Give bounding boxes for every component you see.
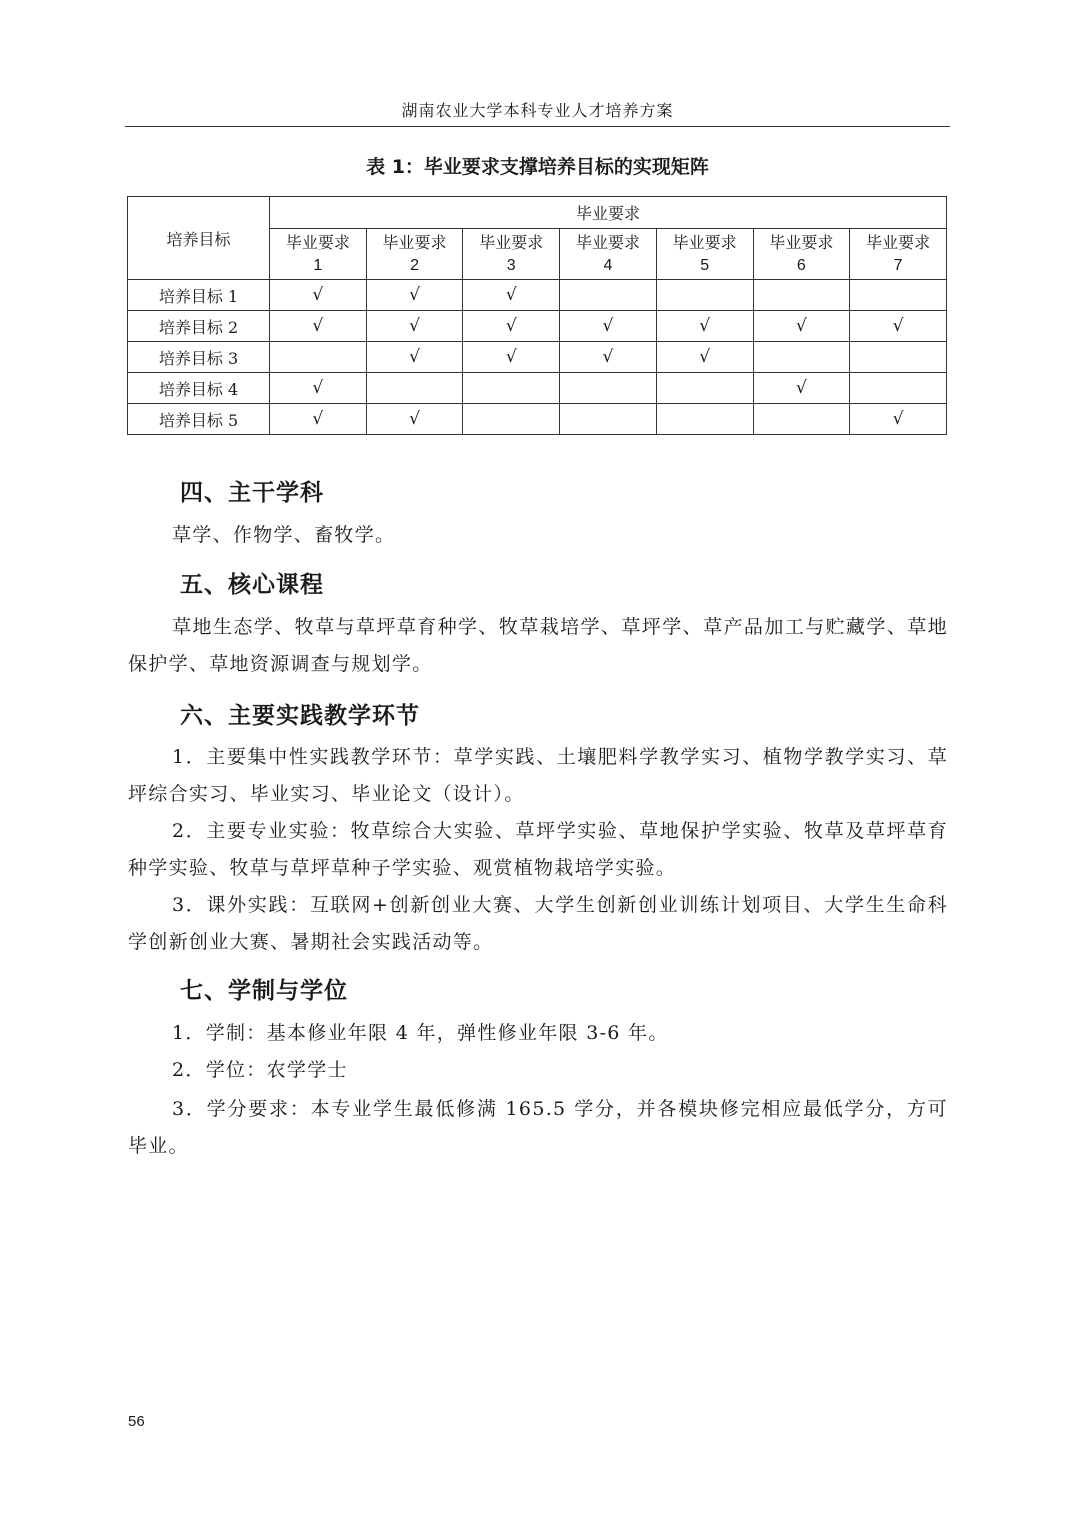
section-5-heading: 五、核心课程 (180, 572, 324, 598)
column-header-number: 1 (313, 257, 323, 274)
table-cell (560, 404, 657, 435)
row-label-cell: 培养目标 1 (128, 280, 270, 311)
table-cell: √ (560, 342, 657, 373)
table-cell (753, 280, 850, 311)
table-cell: √ (753, 311, 850, 342)
section-7-heading: 七、学制与学位 (180, 978, 348, 1004)
section-4-text: 草学、作物学、畜牧学。 (172, 524, 396, 546)
column-header-label: 毕业要求 (575, 233, 640, 252)
table-cell (850, 373, 947, 404)
table-cell (270, 342, 367, 373)
table-cell: √ (463, 280, 560, 311)
column-header-3 (463, 229, 560, 280)
table-cell: √ (366, 342, 463, 373)
column-header-label: 毕业要求 (382, 233, 447, 252)
table-cell: √ (366, 404, 463, 435)
section-7-item-3: 3．学分要求：本专业学生最低修满 165.5 学分，并各模块修完相应最低学分，方可毕业。 (128, 1098, 948, 1157)
table-cell: √ (463, 342, 560, 373)
table-cell: √ (560, 311, 657, 342)
table-cell (656, 373, 753, 404)
column-header-number: 4 (603, 257, 613, 274)
table-cell: √ (656, 311, 753, 342)
table-cell: √ (270, 373, 367, 404)
column-header-5 (656, 229, 753, 280)
page-number: 56 (128, 1413, 145, 1430)
column-header-2 (366, 229, 463, 280)
row-label-cell: 培养目标 3 (128, 342, 270, 373)
column-header-label: 毕业要求 (866, 233, 931, 252)
table-cell: √ (753, 373, 850, 404)
row-label-cell: 培养目标 5 (128, 404, 270, 435)
section-7-item-2: 2．学位：农学学士 (172, 1059, 348, 1081)
column-header-1 (270, 229, 367, 280)
column-header-number: 7 (893, 257, 903, 274)
table-cell (463, 404, 560, 435)
section-4-heading: 四、主干学科 (180, 480, 324, 506)
table-cell (850, 280, 947, 311)
column-header-number: 5 (700, 257, 710, 274)
table-cell: √ (656, 342, 753, 373)
row-label-cell: 培养目标 4 (128, 373, 270, 404)
column-header-6 (753, 229, 850, 280)
table-cell (753, 342, 850, 373)
column-header-4 (560, 229, 657, 280)
section-5-text: 草地生态学、牧草与草坪草育种学、牧草栽培学、草坪学、草产品加工与贮藏学、草地保护学、草地资源调查与规划学。 (128, 616, 948, 675)
table-cell (656, 280, 753, 311)
table-cell (463, 373, 560, 404)
section-7-item-1: 1．学制：基本修业年限 4 年，弹性修业年限 3-6 年。 (172, 1022, 669, 1044)
column-header-number: 3 (506, 257, 516, 274)
table-row (128, 311, 947, 342)
table-row (128, 342, 947, 373)
column-header-7 (850, 229, 947, 280)
section-6-item-1: 1．主要集中性实践教学环节：草学实践、土壤肥料学教学实习、植物学教学实习、草坪综合实习、毕业实习、毕业论文（设计）。 (128, 746, 948, 805)
section-6-item-2: 2．主要专业实验：牧草综合大实验、草坪学实验、草地保护学实验、牧草及草坪草育种学实验、牧草与草坪草种子学实验、观赏植物栽培学实验。 (128, 820, 948, 879)
column-header-number: 6 (796, 257, 806, 274)
section-6-item-3: 3．课外实践：互联网+创新创业大赛、大学生创新创业训练计划项目、大学生生命科学创新创业大赛、暑期社会实践活动等。 (128, 894, 948, 953)
table-caption: 表 1：毕业要求支撑培养目标的实现矩阵 (366, 156, 709, 178)
column-header-label: 毕业要求 (672, 233, 737, 252)
row-label-cell: 培养目标 2 (128, 311, 270, 342)
table-row (128, 280, 947, 311)
table-cell (560, 280, 657, 311)
running-header: 湖南农业大学本科专业人才培养方案 (125, 98, 950, 127)
table-cell (850, 342, 947, 373)
section-6-heading: 六、主要实践教学环节 (180, 703, 420, 729)
column-header-number: 2 (410, 257, 419, 274)
table-cell (560, 373, 657, 404)
table-cell (656, 404, 753, 435)
table-cell: √ (463, 311, 560, 342)
table-cell: √ (270, 404, 367, 435)
table-cell (753, 404, 850, 435)
row-header-cell: 培养目标 (128, 197, 270, 280)
table-cell: √ (850, 311, 947, 342)
column-header-label: 毕业要求 (479, 233, 544, 252)
column-header-label: 毕业要求 (769, 233, 834, 252)
table-cell: √ (850, 404, 947, 435)
table-row (128, 373, 947, 404)
table-cell: √ (366, 311, 463, 342)
group-header-cell: 毕业要求 (270, 197, 947, 229)
table-cell: √ (270, 311, 367, 342)
table-cell (366, 373, 463, 404)
table-cell: √ (366, 280, 463, 311)
support-matrix-table (127, 196, 947, 435)
table-cell: √ (270, 280, 367, 311)
table-row (128, 404, 947, 435)
column-header-label: 毕业要求 (285, 233, 350, 252)
